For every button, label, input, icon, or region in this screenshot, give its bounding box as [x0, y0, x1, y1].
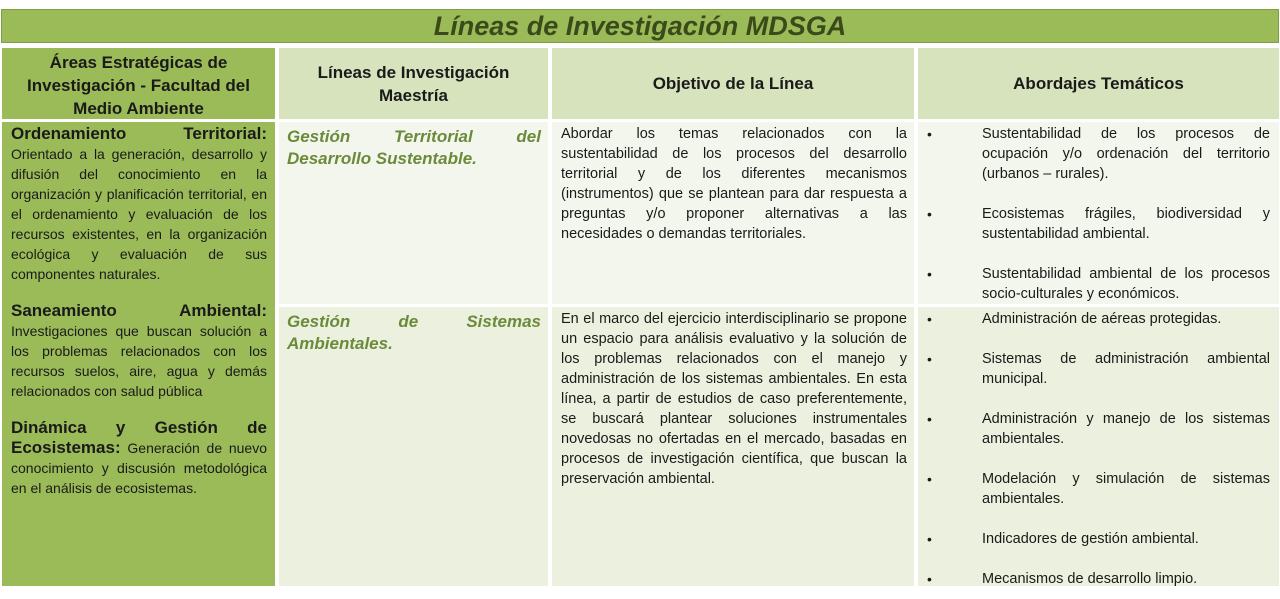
approach-text: Sistemas de administración ambiental municipal.: [982, 351, 1270, 387]
objective-text: En el marco del ejercicio interdisciplinario se propone un espacio para análisis evaluativo y la solución de los problemas relacionados con el manejo y administración de los sistemas ambientales. En esta línea, a partir de estudios de caso preferentemente, se buscará plantear soluciones instrumentales novedosas no ofertadas en el mercado, basadas en procesos de investigación científica, que buscan la preservación ambiental.: [561, 311, 907, 487]
research-line-title: Gestión de Sistemas Ambientales.: [287, 312, 541, 353]
approaches-list: [924, 309, 1270, 589]
research-line-title: Gestión Territorial del Desarrollo Sustentable.: [287, 127, 541, 168]
table-row-1-objective: [551, 121, 915, 305]
approach-text: Ecosistemas frágiles, biodiversidad y sustentabilidad ambiental.: [982, 206, 1270, 242]
approach-text: Mecanismos de desarrollo limpio.: [982, 571, 1198, 587]
bullet-icon: •: [927, 206, 932, 222]
area-text: Generación de nuevo conocimiento y discusión metodológica en el análisis de ecosistemas.: [11, 440, 268, 496]
bullet-icon: •: [927, 531, 932, 547]
area-heading: Dinámica y Gestión de Ecosistemas:: [11, 418, 267, 457]
objective-text: Abordar los temas relacionados con la sustentabilidad de los procesos del desarrollo territorial y de los diferentes mecanismos (instrumentos) que se plantean para dar respuesta a preguntas y/o proponer alternativas a las necesidades o demandas territoriales.: [561, 126, 907, 242]
list-item: [924, 529, 1270, 549]
area-block: [11, 418, 267, 498]
approach-text: Administración y manejo de los sistemas ambientales.: [982, 411, 1270, 447]
header-research-lines: [278, 47, 549, 120]
strategic-areas-cell: [1, 121, 276, 587]
table-row-1-approaches: [917, 121, 1280, 305]
approach-text: Modelación y simulación de sistemas ambientales.: [982, 471, 1270, 507]
list-item: [924, 309, 1270, 329]
list-item: [924, 409, 1270, 449]
bullet-icon: •: [927, 571, 932, 587]
table-row-2-objective: [551, 306, 915, 587]
bullet-icon: •: [927, 126, 932, 142]
header-objective: [551, 47, 915, 120]
area-heading: Saneamiento Ambiental:: [11, 301, 267, 320]
header-objective-label: Objetivo de la Línea: [652, 74, 814, 93]
table-title-bar: [1, 9, 1279, 43]
table-title: Líneas de Investigación MDSGA: [433, 11, 847, 41]
table-row-2-line: [278, 306, 549, 587]
list-item: [924, 124, 1270, 184]
table-row-2-approaches: [917, 306, 1280, 587]
area-block: [11, 301, 267, 401]
area-text: Investigaciones que buscan solución a los problemas relacionados con los recursos suelos, aire, agua y demás relacionados con salud pública: [11, 323, 267, 399]
area-heading: Ordenamiento Territorial:: [11, 124, 267, 143]
bullet-icon: •: [927, 351, 932, 367]
list-item: [924, 349, 1270, 389]
header-approaches: [917, 47, 1280, 120]
approaches-list: [924, 124, 1270, 304]
header-research-lines-label: Líneas de Investigación Maestría: [317, 62, 510, 105]
approach-text: Sustentabilidad ambiental de los procesos socio-culturales y económicos.: [982, 266, 1270, 302]
list-item: [924, 264, 1270, 304]
list-item: [924, 569, 1270, 589]
approach-text: Administración de aéreas protegidas.: [982, 311, 1222, 327]
list-item: [924, 469, 1270, 509]
area-text: Orientado a la generación, desarrollo y difusión del conocimiento en la organización y planificación territorial, en el ordenamiento y evaluación de los recursos existentes, en la organización ecológica y evaluación de sus componentes naturales.: [11, 146, 267, 282]
bullet-icon: •: [927, 311, 932, 327]
bullet-icon: •: [927, 471, 932, 487]
approach-text: Sustentabilidad de los procesos de ocupación y/o ordenación del territorio (urbanos – rurales).: [982, 126, 1270, 182]
table-row-1-line: [278, 121, 549, 305]
approach-text: Indicadores de gestión ambiental.: [982, 531, 1199, 547]
header-approaches-label: Abordajes Temáticos: [1013, 74, 1184, 93]
header-strategic-areas-label: Áreas Estratégicas de Investigación - Facultad del Medio Ambiente: [27, 53, 250, 118]
list-item: [924, 204, 1270, 244]
bullet-icon: •: [927, 411, 932, 427]
area-block: [11, 124, 267, 284]
header-strategic-areas: [1, 47, 276, 120]
bullet-icon: •: [927, 266, 932, 282]
